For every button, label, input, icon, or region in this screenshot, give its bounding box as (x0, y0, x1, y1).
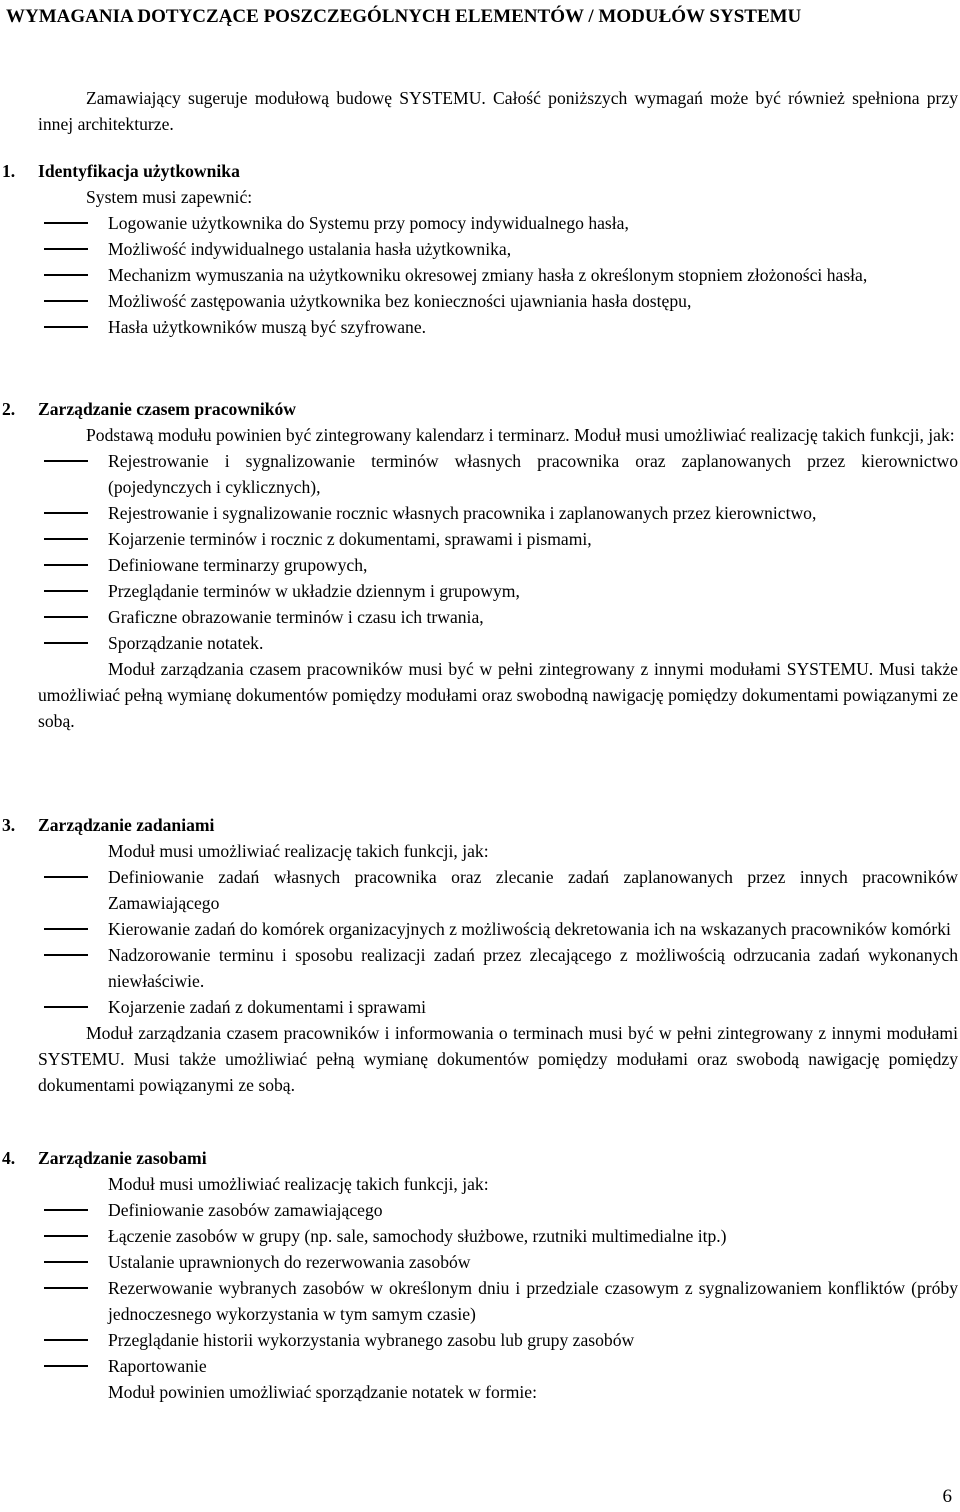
list-item: Definiowanie zadań własnych pracownika oraz zlecanie zadań zaplanowanych przez innych pracowników Zamawiającego (38, 864, 958, 916)
list-item: Kojarzenie terminów i rocznic z dokumentami, sprawami i pismami, (38, 526, 958, 552)
page-title: WYMAGANIA DOTYCZĄCE POSZCZEGÓLNYCH ELEMENTÓW / MODUŁÓW SYSTEMU (6, 6, 802, 27)
section-4-list (38, 1197, 958, 1379)
section-4-lead: Moduł musi umożliwiać realizację takich funkcji, jak: (108, 1174, 489, 1194)
section-2 (2, 396, 958, 734)
list-item: Kojarzenie zadań z dokumentami i sprawami (38, 994, 958, 1020)
list-item: Kierowanie zadań do komórek organizacyjnych z możliwością dekretowania ich na wskazanych pracowników komórki (38, 916, 958, 942)
section-4-closing: Moduł powinien umożliwiać sporządzanie notatek w formie: (108, 1382, 537, 1402)
list-item: Łączenie zasobów w grupy (np. sale, samochody służbowe, rzutniki multimedialne itp.) (38, 1223, 958, 1249)
list-item: Rejestrowanie i sygnalizowanie rocznic własnych pracownika i zaplanowanych przez kierownictwo, (38, 500, 958, 526)
section-3-lead: Moduł musi umożliwiać realizację takich funkcji, jak: (108, 841, 489, 861)
list-item: Raportowanie (38, 1353, 958, 1379)
section-3-heading: 3. Zarządzanie zadaniami (38, 812, 958, 838)
section-3-list (38, 864, 958, 1020)
section-2-lead: Podstawą modułu powinien być zintegrowany kalendarz i terminarz. Moduł musi umożliwiać realizację takich funkcji, jak: (86, 425, 955, 445)
section-1-number: 1. (2, 161, 16, 181)
section-2-heading: 2. Zarządzanie czasem pracowników (38, 396, 958, 422)
intro-paragraph: Zamawiający sugeruje modułową budowę SYSTEMU. Całość poniższych wymagań może być również spełniona przy innej architekturze. (38, 88, 958, 134)
section-2-number: 2. (2, 399, 16, 419)
list-item: Rezerwowanie wybranych zasobów w określonym dniu i przedziale czasowym z sygnalizowaniem konfliktów (próby jednoczesnego wykorzystania w tym samym czasie) (38, 1275, 958, 1327)
list-item: Ustalanie uprawnionych do rezerwowania zasobów (38, 1249, 958, 1275)
list-item: Nadzorowanie terminu i sposobu realizacji zadań przez zlecającego z możliwością odrzucania zadań wykonanych niewłaściwie. (38, 942, 958, 994)
section-1-heading: 1. Identyfikacja użytkownika (38, 158, 958, 184)
list-item: Definiowanie zasobów zamawiającego (38, 1197, 958, 1223)
list-item: Rejestrowanie i sygnalizowanie terminów własnych pracownika oraz zaplanowanych przez kierownictwo (pojedynczych i cyklicznych), (38, 448, 958, 500)
list-item: Definiowane terminarzy grupowych, (38, 552, 958, 578)
section-4-heading: 4. Zarządzanie zasobami (38, 1145, 958, 1171)
section-1 (2, 158, 958, 340)
section-3 (2, 812, 958, 1098)
list-item: Graficzne obrazowanie terminów i czasu ich trwania, (38, 604, 958, 630)
list-item: Mechanizm wymuszania na użytkowniku okresowej zmiany hasła z określonym stopniem złożoności hasła, (38, 262, 958, 288)
section-4-number: 4. (2, 1148, 16, 1168)
section-3-closing: Moduł zarządzania czasem pracowników i informowania o terminach musi być w pełni zintegrowany z innymi modułami SYSTEMU. Musi także umożliwiać pełną wymianę dokumentów pomiędzy modułami oraz swobodą nawigację pomiędzy dokumentami powiązanymi ze sobą. (38, 1023, 958, 1095)
list-item: Możliwość zastępowania użytkownika bez konieczności ujawniania hasła dostępu, (38, 288, 958, 314)
list-item: Logowanie użytkownika do Systemu przy pomocy indywidualnego hasła, (38, 210, 958, 236)
list-item: Sporządzanie notatek. (38, 630, 958, 656)
section-2-list (38, 448, 958, 656)
section-2-closing: Moduł zarządzania czasem pracowników musi być w pełni zintegrowany z innymi modułami SYSTEMU. Musi także umożliwiać pełną wymianę dokumentów pomiędzy modułami oraz swobodną nawigację pomiędzy dokumentami powiązanymi ze sobą. (38, 659, 958, 731)
section-1-lead: System musi zapewnić: (86, 187, 253, 207)
section-4 (2, 1145, 958, 1405)
list-item: Hasła użytkowników muszą być szyfrowane. (38, 314, 958, 340)
section-3-number: 3. (2, 815, 16, 835)
list-item: Możliwość indywidualnego ustalania hasła użytkownika, (38, 236, 958, 262)
list-item: Przeglądanie terminów w układzie dziennym i grupowym, (38, 578, 958, 604)
section-1-list (38, 210, 958, 340)
list-item: Przeglądanie historii wykorzystania wybranego zasobu lub grupy zasobów (38, 1327, 958, 1353)
page-number: 6 (942, 1486, 952, 1507)
